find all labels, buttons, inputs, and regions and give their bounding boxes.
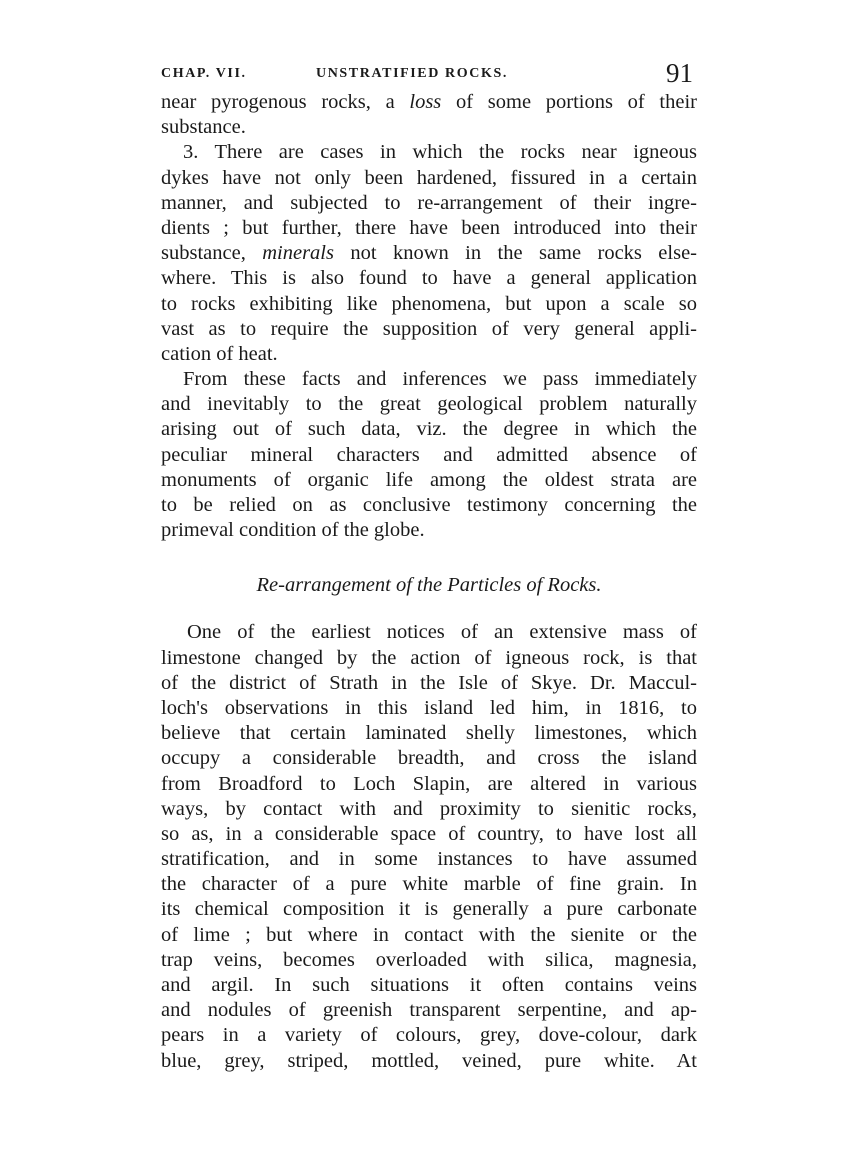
text-line: believe that certain laminated shelly limestones, which xyxy=(161,722,697,745)
text-line: vast as to require the supposition of very general appli- xyxy=(161,317,697,340)
running-header xyxy=(161,58,697,90)
text-line: dykes have not only been hardened, fissured in a certain xyxy=(161,166,697,189)
text-line: blue, grey, striped, mottled, veined, pure white. At xyxy=(161,1049,697,1072)
section-heading: Re-arrangement of the Particles of Rocks. xyxy=(256,574,602,597)
text-line: to rocks exhibiting like phenomena, but upon a scale so xyxy=(161,292,697,315)
page-number: 91 xyxy=(666,58,693,88)
text-line: limestone changed by the action of igneous rock, is that xyxy=(161,646,697,669)
text-line: 3. There are cases in which the rocks near igneous xyxy=(183,141,697,164)
text-line: ways, by contact with and proximity to sienitic rocks, xyxy=(161,797,697,820)
paragraph-3 xyxy=(161,367,697,543)
text-line: cation of heat. xyxy=(161,342,278,365)
text-line: of the district of Strath in the Isle of Skye. Dr. Maccul- xyxy=(161,671,697,694)
text-line: and inevitably to the great geological problem naturally xyxy=(161,393,697,416)
text-line: loch's observations in this island led him, in 1816, to xyxy=(161,696,697,719)
text-line: its chemical composition it is generally a pure carbonate xyxy=(161,898,697,921)
text-line: substance, minerals not known in the same rocks else- xyxy=(161,242,697,265)
text-line: trap veins, becomes overloaded with silica, magnesia, xyxy=(161,948,697,971)
paragraph-1 xyxy=(161,90,697,140)
chapter-label: CHAP. VII. xyxy=(161,66,247,81)
running-title: UNSTRATIFIED ROCKS. xyxy=(316,66,508,81)
text-line: substance. xyxy=(161,116,246,139)
text-line: so as, in a considerable space of country, to have lost all xyxy=(161,822,697,845)
text-line: and argil. In such situations it often contains veins xyxy=(161,974,697,996)
text-line: pears in a variety of colours, grey, dove-colour, dark xyxy=(161,1024,697,1047)
text-line: monuments of organic life among the oldest strata are xyxy=(161,468,697,491)
text-line: near pyrogenous rocks, a loss of some portions of their xyxy=(161,91,697,113)
text-line: peculiar mineral characters and admitted absence of xyxy=(161,443,697,466)
text-line: One of the earliest notices of an extensive mass of xyxy=(187,621,697,644)
text-line: arising out of such data, viz. the degree in which the xyxy=(161,418,697,441)
book-page xyxy=(161,58,697,1074)
text-line: to be relied on as conclusive testimony concerning the xyxy=(161,494,697,516)
paragraph-2 xyxy=(161,140,697,367)
text-line: where. This is also found to have a general application xyxy=(161,267,697,290)
text-line: of lime ; but where in contact with the sienite or the xyxy=(161,923,697,946)
text-line: dients ; but further, there have been introduced into their xyxy=(161,216,697,239)
text-line: manner, and subjected to re-arrangement of their ingre- xyxy=(161,191,697,214)
paragraph-4 xyxy=(161,620,697,1073)
text-line: primeval condition of the globe. xyxy=(161,519,425,542)
text-line: the character of a pure white marble of fine grain. In xyxy=(161,873,697,896)
text-line: stratification, and in some instances to have assumed xyxy=(161,848,697,871)
text-line: and nodules of greenish transparent serpentine, and ap- xyxy=(161,999,697,1022)
text-line: From these facts and inferences we pass immediately xyxy=(183,368,697,391)
text-line: occupy a considerable breadth, and cross the island xyxy=(161,747,697,770)
text-line: from Broadford to Loch Slapin, are altered in various xyxy=(161,772,697,795)
